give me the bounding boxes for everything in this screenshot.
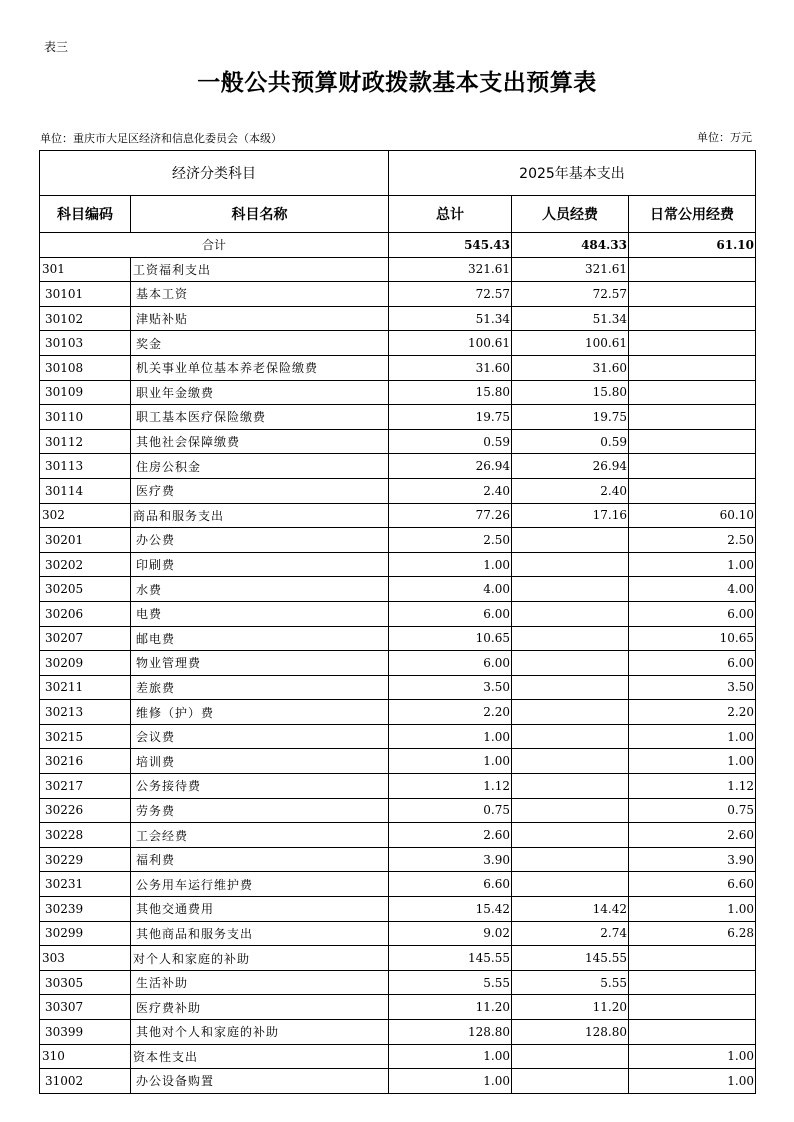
cell-total: 15.42 bbox=[389, 897, 512, 922]
total-sum: 545.43 bbox=[389, 233, 512, 258]
cell-name: 职业年金缴费 bbox=[131, 380, 389, 405]
total-label: 合计 bbox=[40, 233, 389, 258]
cell-name: 邮电费 bbox=[131, 626, 389, 651]
cell-code: 30109 bbox=[40, 380, 131, 405]
cell-personnel: 72.57 bbox=[512, 282, 629, 307]
cell-daily: 60.10 bbox=[629, 503, 756, 528]
cell-total: 9.02 bbox=[389, 921, 512, 946]
column-header-daily: 日常公用经费 bbox=[629, 196, 756, 233]
cell-name: 维修（护）费 bbox=[131, 700, 389, 725]
cell-daily: 1.00 bbox=[629, 724, 756, 749]
table-row bbox=[40, 872, 756, 897]
cell-code: 30112 bbox=[40, 429, 131, 454]
cell-daily bbox=[629, 405, 756, 430]
cell-daily bbox=[629, 331, 756, 356]
table-row bbox=[40, 626, 756, 651]
cell-code: 30209 bbox=[40, 651, 131, 676]
cell-total: 1.00 bbox=[389, 749, 512, 774]
table-row bbox=[40, 946, 756, 971]
cell-total: 145.55 bbox=[389, 946, 512, 971]
table-row bbox=[40, 478, 756, 503]
cell-personnel bbox=[512, 552, 629, 577]
cell-total: 1.00 bbox=[389, 552, 512, 577]
table-row bbox=[40, 651, 756, 676]
table-row bbox=[40, 897, 756, 922]
cell-personnel bbox=[512, 724, 629, 749]
cell-personnel bbox=[512, 872, 629, 897]
cell-daily bbox=[629, 355, 756, 380]
table-row bbox=[40, 1069, 756, 1094]
cell-name: 资本性支出 bbox=[131, 1044, 389, 1069]
cell-daily: 6.60 bbox=[629, 872, 756, 897]
total-personnel: 484.33 bbox=[512, 233, 629, 258]
table-row bbox=[40, 331, 756, 356]
cell-name: 差旅费 bbox=[131, 675, 389, 700]
cell-code: 30213 bbox=[40, 700, 131, 725]
cell-total: 5.55 bbox=[389, 970, 512, 995]
cell-total: 3.90 bbox=[389, 847, 512, 872]
cell-total: 0.59 bbox=[389, 429, 512, 454]
cell-total: 72.57 bbox=[389, 282, 512, 307]
cell-name: 工会经费 bbox=[131, 823, 389, 848]
column-header-personnel: 人员经费 bbox=[512, 196, 629, 233]
cell-total: 2.60 bbox=[389, 823, 512, 848]
table-row bbox=[40, 700, 756, 725]
cell-total: 51.34 bbox=[389, 306, 512, 331]
cell-total: 0.75 bbox=[389, 798, 512, 823]
cell-name: 其他对个人和家庭的补助 bbox=[131, 1020, 389, 1045]
table-row bbox=[40, 429, 756, 454]
cell-name: 印刷费 bbox=[131, 552, 389, 577]
cell-name: 办公设备购置 bbox=[131, 1069, 389, 1094]
cell-code: 30207 bbox=[40, 626, 131, 651]
cell-daily: 1.00 bbox=[629, 897, 756, 922]
table-row bbox=[40, 847, 756, 872]
table-row bbox=[40, 528, 756, 553]
table-row bbox=[40, 355, 756, 380]
cell-total: 15.80 bbox=[389, 380, 512, 405]
cell-code: 30228 bbox=[40, 823, 131, 848]
table-row bbox=[40, 405, 756, 430]
cell-name: 职工基本医疗保险缴费 bbox=[131, 405, 389, 430]
cell-daily bbox=[629, 306, 756, 331]
cell-name: 对个人和家庭的补助 bbox=[131, 946, 389, 971]
table-row bbox=[40, 1044, 756, 1069]
cell-daily bbox=[629, 454, 756, 479]
cell-code: 30305 bbox=[40, 970, 131, 995]
cell-name: 办公费 bbox=[131, 528, 389, 553]
table-row bbox=[40, 724, 756, 749]
table-row bbox=[40, 282, 756, 307]
cell-code: 30216 bbox=[40, 749, 131, 774]
cell-daily bbox=[629, 380, 756, 405]
cell-code: 30206 bbox=[40, 601, 131, 626]
cell-personnel bbox=[512, 577, 629, 602]
cell-daily: 10.65 bbox=[629, 626, 756, 651]
cell-total: 2.20 bbox=[389, 700, 512, 725]
cell-total: 26.94 bbox=[389, 454, 512, 479]
cell-total: 6.60 bbox=[389, 872, 512, 897]
cell-daily bbox=[629, 282, 756, 307]
cell-daily: 4.00 bbox=[629, 577, 756, 602]
cell-personnel bbox=[512, 847, 629, 872]
column-header-name: 科目名称 bbox=[131, 196, 389, 233]
cell-name: 基本工资 bbox=[131, 282, 389, 307]
cell-code: 30202 bbox=[40, 552, 131, 577]
cell-code: 30211 bbox=[40, 675, 131, 700]
cell-daily: 6.00 bbox=[629, 601, 756, 626]
cell-personnel bbox=[512, 626, 629, 651]
cell-personnel: 100.61 bbox=[512, 331, 629, 356]
cell-name: 水费 bbox=[131, 577, 389, 602]
cell-total: 1.00 bbox=[389, 1069, 512, 1094]
table-row bbox=[40, 552, 756, 577]
currency-unit: 单位：万元 bbox=[697, 131, 752, 144]
cell-name: 福利费 bbox=[131, 847, 389, 872]
table-row bbox=[40, 970, 756, 995]
table-row bbox=[40, 921, 756, 946]
cell-personnel: 2.40 bbox=[512, 478, 629, 503]
cell-name: 培训费 bbox=[131, 749, 389, 774]
cell-total: 2.40 bbox=[389, 478, 512, 503]
cell-personnel bbox=[512, 823, 629, 848]
cell-code: 30103 bbox=[40, 331, 131, 356]
cell-name: 机关事业单位基本养老保险缴费 bbox=[131, 355, 389, 380]
cell-total: 31.60 bbox=[389, 355, 512, 380]
cell-daily bbox=[629, 946, 756, 971]
cell-personnel: 5.55 bbox=[512, 970, 629, 995]
table-row bbox=[40, 577, 756, 602]
cell-daily: 2.60 bbox=[629, 823, 756, 848]
cell-personnel: 14.42 bbox=[512, 897, 629, 922]
table-row bbox=[40, 601, 756, 626]
cell-daily: 0.75 bbox=[629, 798, 756, 823]
cell-name: 商品和服务支出 bbox=[131, 503, 389, 528]
total-daily: 61.10 bbox=[629, 233, 756, 258]
cell-personnel bbox=[512, 675, 629, 700]
cell-code: 303 bbox=[40, 946, 131, 971]
cell-name: 电费 bbox=[131, 601, 389, 626]
cell-name: 生活补助 bbox=[131, 970, 389, 995]
table-row bbox=[40, 774, 756, 799]
cell-personnel: 26.94 bbox=[512, 454, 629, 479]
cell-personnel: 145.55 bbox=[512, 946, 629, 971]
cell-code: 30215 bbox=[40, 724, 131, 749]
cell-code: 30201 bbox=[40, 528, 131, 553]
cell-total: 1.12 bbox=[389, 774, 512, 799]
table-row bbox=[40, 257, 756, 282]
cell-personnel bbox=[512, 528, 629, 553]
cell-code: 30205 bbox=[40, 577, 131, 602]
table-row bbox=[40, 749, 756, 774]
cell-personnel bbox=[512, 1069, 629, 1094]
table-row bbox=[40, 454, 756, 479]
cell-personnel: 51.34 bbox=[512, 306, 629, 331]
cell-total: 10.65 bbox=[389, 626, 512, 651]
cell-code: 310 bbox=[40, 1044, 131, 1069]
cell-personnel: 15.80 bbox=[512, 380, 629, 405]
cell-total: 128.80 bbox=[389, 1020, 512, 1045]
cell-name: 奖金 bbox=[131, 331, 389, 356]
cell-daily bbox=[629, 478, 756, 503]
table-row bbox=[40, 675, 756, 700]
cell-daily bbox=[629, 257, 756, 282]
cell-daily: 1.00 bbox=[629, 749, 756, 774]
column-header-code: 科目编码 bbox=[40, 196, 131, 233]
cell-daily: 6.28 bbox=[629, 921, 756, 946]
page-title: 一般公共预算财政拨款基本支出预算表 bbox=[197, 69, 597, 96]
cell-personnel: 31.60 bbox=[512, 355, 629, 380]
cell-total: 321.61 bbox=[389, 257, 512, 282]
cell-name: 劳务费 bbox=[131, 798, 389, 823]
cell-personnel: 11.20 bbox=[512, 995, 629, 1020]
cell-code: 30299 bbox=[40, 921, 131, 946]
cell-total: 1.00 bbox=[389, 1044, 512, 1069]
cell-code: 30101 bbox=[40, 282, 131, 307]
cell-total: 6.00 bbox=[389, 651, 512, 676]
cell-code: 30231 bbox=[40, 872, 131, 897]
cell-code: 30102 bbox=[40, 306, 131, 331]
table-row bbox=[40, 1020, 756, 1045]
cell-code: 301 bbox=[40, 257, 131, 282]
total-row bbox=[40, 233, 756, 258]
cell-personnel bbox=[512, 798, 629, 823]
cell-personnel bbox=[512, 1044, 629, 1069]
cell-name: 其他商品和服务支出 bbox=[131, 921, 389, 946]
cell-daily bbox=[629, 1020, 756, 1045]
cell-name: 津贴补贴 bbox=[131, 306, 389, 331]
cell-code: 30399 bbox=[40, 1020, 131, 1045]
budget-table-container bbox=[39, 150, 755, 1094]
cell-total: 11.20 bbox=[389, 995, 512, 1020]
basic-expenditure-header: 2025年基本支出 bbox=[389, 151, 756, 196]
column-header-row bbox=[40, 196, 756, 233]
cell-name: 住房公积金 bbox=[131, 454, 389, 479]
cell-daily: 1.00 bbox=[629, 1044, 756, 1069]
table-number: 表三 bbox=[44, 40, 69, 54]
column-header-total: 总计 bbox=[389, 196, 512, 233]
cell-total: 3.50 bbox=[389, 675, 512, 700]
cell-daily: 2.50 bbox=[629, 528, 756, 553]
cell-personnel: 17.16 bbox=[512, 503, 629, 528]
cell-total: 19.75 bbox=[389, 405, 512, 430]
cell-total: 4.00 bbox=[389, 577, 512, 602]
cell-code: 30114 bbox=[40, 478, 131, 503]
cell-personnel: 128.80 bbox=[512, 1020, 629, 1045]
cell-personnel: 2.74 bbox=[512, 921, 629, 946]
cell-daily: 3.50 bbox=[629, 675, 756, 700]
cell-code: 30113 bbox=[40, 454, 131, 479]
cell-name: 公务用车运行维护费 bbox=[131, 872, 389, 897]
cell-code: 30239 bbox=[40, 897, 131, 922]
cell-daily: 1.12 bbox=[629, 774, 756, 799]
cell-code: 30217 bbox=[40, 774, 131, 799]
cell-daily: 3.90 bbox=[629, 847, 756, 872]
cell-name: 工资福利支出 bbox=[131, 257, 389, 282]
cell-total: 1.00 bbox=[389, 724, 512, 749]
organization-unit: 单位：重庆市大足区经济和信息化委员会（本级） bbox=[40, 132, 282, 145]
cell-name: 医疗费 bbox=[131, 478, 389, 503]
budget-table bbox=[39, 150, 756, 1094]
cell-daily bbox=[629, 995, 756, 1020]
cell-name: 其他交通费用 bbox=[131, 897, 389, 922]
table-row bbox=[40, 798, 756, 823]
table-row bbox=[40, 995, 756, 1020]
cell-daily: 2.20 bbox=[629, 700, 756, 725]
cell-daily bbox=[629, 429, 756, 454]
table-body bbox=[40, 257, 756, 1093]
cell-personnel bbox=[512, 601, 629, 626]
cell-code: 30108 bbox=[40, 355, 131, 380]
cell-total: 100.61 bbox=[389, 331, 512, 356]
group-header-row bbox=[40, 151, 756, 196]
economic-classification-header: 经济分类科目 bbox=[40, 151, 389, 196]
cell-personnel bbox=[512, 774, 629, 799]
cell-daily: 1.00 bbox=[629, 552, 756, 577]
cell-name: 其他社会保障缴费 bbox=[131, 429, 389, 454]
cell-code: 30110 bbox=[40, 405, 131, 430]
table-row bbox=[40, 380, 756, 405]
table-row bbox=[40, 503, 756, 528]
cell-personnel bbox=[512, 651, 629, 676]
cell-name: 物业管理费 bbox=[131, 651, 389, 676]
cell-code: 30307 bbox=[40, 995, 131, 1020]
cell-name: 医疗费补助 bbox=[131, 995, 389, 1020]
cell-name: 会议费 bbox=[131, 724, 389, 749]
cell-total: 6.00 bbox=[389, 601, 512, 626]
cell-daily: 6.00 bbox=[629, 651, 756, 676]
cell-personnel: 321.61 bbox=[512, 257, 629, 282]
cell-code: 302 bbox=[40, 503, 131, 528]
cell-total: 77.26 bbox=[389, 503, 512, 528]
table-row bbox=[40, 306, 756, 331]
cell-daily: 1.00 bbox=[629, 1069, 756, 1094]
cell-code: 30226 bbox=[40, 798, 131, 823]
cell-code: 31002 bbox=[40, 1069, 131, 1094]
cell-personnel: 19.75 bbox=[512, 405, 629, 430]
cell-daily bbox=[629, 970, 756, 995]
cell-personnel bbox=[512, 749, 629, 774]
cell-code: 30229 bbox=[40, 847, 131, 872]
cell-name: 公务接待费 bbox=[131, 774, 389, 799]
table-row bbox=[40, 823, 756, 848]
cell-personnel: 0.59 bbox=[512, 429, 629, 454]
cell-personnel bbox=[512, 700, 629, 725]
cell-total: 2.50 bbox=[389, 528, 512, 553]
